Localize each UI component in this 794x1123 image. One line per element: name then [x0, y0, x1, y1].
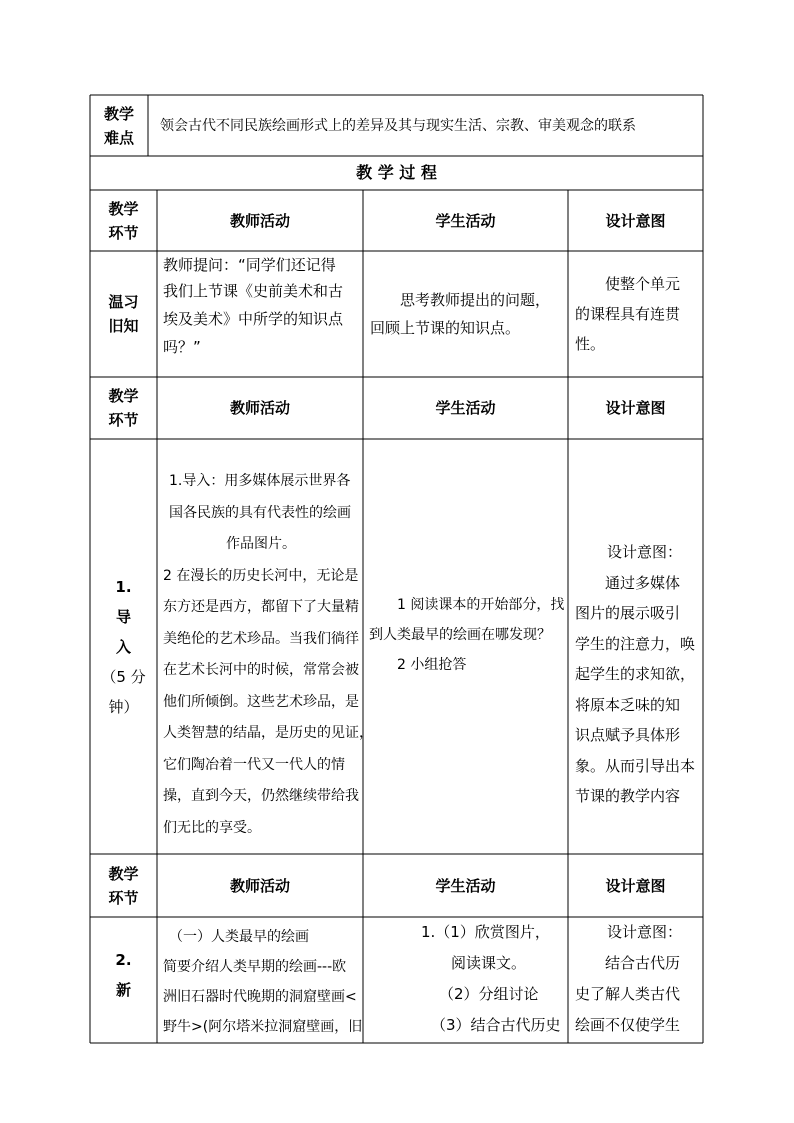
header-intent — [568, 854, 703, 917]
review-intent-line: 的课程具有连贯 — [575, 305, 681, 323]
new-lesson-student-line: （2）分组讨论 — [439, 985, 539, 1003]
header-student — [363, 377, 568, 439]
intro-intent-line: 起学生的求知欲， — [575, 665, 696, 683]
intro-teacher-line: 作品图片。 — [226, 536, 296, 552]
header-stage-line: 教学 — [108, 199, 139, 218]
review-teacher — [163, 253, 361, 375]
review-student — [370, 251, 566, 377]
header-intent-text: 设计意图 — [605, 399, 666, 417]
new-lesson-stage-line: 新 — [115, 981, 131, 999]
intro-teacher-line: 1.导入：用多媒体展示世界各 — [169, 473, 351, 489]
new-lesson-student — [369, 917, 566, 1042]
review-stage-line: 旧知 — [108, 317, 139, 335]
header-intent-text: 设计意图 — [605, 211, 666, 230]
header-intent — [568, 377, 703, 439]
header-stage-line: 环节 — [108, 411, 139, 429]
new-lesson-intent-line: 设计意图： — [607, 923, 683, 941]
header-student-text: 学生活动 — [435, 399, 496, 417]
intro-intent-line: 通过多媒体 — [605, 573, 681, 592]
intro-intent — [575, 537, 701, 827]
header-stage — [90, 377, 157, 439]
header-stage-line: 环节 — [108, 888, 139, 907]
intro-teacher-line: 们无比的享受。 — [163, 819, 261, 836]
header-stage — [90, 854, 157, 917]
intro-stage-line: 导 — [115, 607, 131, 626]
header-teacher — [157, 854, 363, 917]
intro-intent-line: 图片的展示吸引 — [575, 604, 681, 622]
new-lesson-intent-line: 绘画不仅使学生 — [575, 1016, 681, 1034]
new-lesson-stage-line: 2. — [115, 951, 132, 969]
new-lesson-student-line: 1.（1）欣赏图片， — [421, 923, 550, 941]
header-student — [363, 190, 568, 251]
review-teacher-line: 吗？” — [163, 338, 201, 356]
new-lesson-teacher-line: 洲旧石器时代晚期的洞窟壁画< — [163, 989, 357, 1005]
intro-teacher-line: 人类智慧的结晶，是历史的见证， — [163, 725, 373, 741]
new-lesson-teacher — [163, 922, 361, 1042]
review-student-line: 思考教师提出的问题， — [400, 291, 551, 309]
new-lesson-student-line: 阅读课文。 — [451, 954, 527, 972]
intro-teacher-line: 它们陶冶着一代又一代人的情 — [163, 756, 345, 773]
intro-stage-line: 1. — [115, 577, 132, 596]
header-stage-line: 环节 — [108, 223, 139, 242]
header-intent — [568, 190, 703, 251]
intro-student-line: 到人类最早的绘画在哪发现？ — [369, 627, 551, 643]
intro-intent-line: 将原本乏味的知 — [575, 695, 681, 714]
new-lesson-intent-line: 史了解人类古代 — [575, 985, 681, 1003]
new-lesson-intent-line: 结合古代历 — [605, 954, 681, 972]
intro-intent-line: 设计意图： — [607, 543, 683, 561]
intro-stage-line: （5 分 — [101, 667, 146, 686]
difficulty-label-line: 教学 — [103, 104, 134, 123]
process-title-text: 教 学 过 程 — [356, 163, 437, 182]
intro-stage — [90, 439, 157, 854]
header-teacher — [157, 377, 363, 439]
header-teacher-text: 教师活动 — [229, 399, 290, 417]
intro-intent-line: 识点赋予具体形 — [575, 726, 681, 744]
intro-intent-line: 节课的教学内容 — [575, 787, 681, 805]
intro-student-line: 2 小组抢答 — [397, 657, 467, 673]
review-teacher-line: 教师提问：“同学们还记得 — [163, 256, 336, 274]
new-lesson-intent — [575, 917, 701, 1042]
intro-teacher-line: 美绝伦的艺术珍品。当我们徜徉 — [163, 630, 359, 647]
review-intent — [575, 251, 701, 377]
intro-stage-line: 钟） — [108, 697, 139, 716]
difficulty-text — [160, 95, 700, 156]
header-student-text: 学生活动 — [435, 211, 496, 230]
intro-student — [369, 590, 566, 680]
intro-intent-line: 象。从而引导出本 — [575, 756, 696, 775]
review-stage — [90, 251, 157, 377]
intro-teacher-line: 东方还是西方，都留下了大量精 — [163, 599, 359, 615]
difficulty-label — [90, 95, 148, 156]
header-student — [363, 854, 568, 917]
intro-stage-line: 入 — [115, 637, 131, 656]
review-student-line: 回顾上节课的知识点。 — [370, 319, 521, 337]
intro-teacher — [163, 466, 373, 836]
review-teacher-line: 我们上节课《史前美术和古 — [163, 282, 344, 300]
header-stage — [90, 190, 157, 251]
intro-intent-line: 学生的注意力，唤 — [575, 634, 696, 653]
review-intent-line: 性。 — [575, 335, 606, 353]
difficulty-text-value: 领会古代不同民族绘画形式上的差异及其与现实生活、宗教、审美观念的联系 — [160, 117, 636, 134]
header-student-text: 学生活动 — [435, 876, 496, 895]
new-lesson-teacher-line: 野牛>(阿尔塔米拉洞窟壁画，旧 — [163, 1019, 363, 1035]
new-lesson-student-line: （3）结合古代历史 — [431, 1016, 561, 1034]
header-teacher-text: 教师活动 — [229, 211, 290, 230]
difficulty-label-line: 难点 — [103, 128, 134, 147]
header-intent-text: 设计意图 — [605, 876, 666, 895]
intro-teacher-line: 操，直到今天，仍然继续带给我 — [163, 788, 359, 804]
intro-student-line: 1 阅读课本的开始部分，找 — [397, 597, 565, 613]
process-title — [90, 156, 703, 190]
review-stage-line: 温习 — [108, 293, 139, 311]
header-stage-line: 教学 — [108, 864, 139, 883]
intro-teacher-line: 2 在漫长的历史长河中，无论是 — [163, 567, 359, 584]
intro-teacher-line: 国各民族的具有代表性的绘画 — [169, 504, 351, 521]
new-lesson-stage — [90, 945, 157, 1009]
new-lesson-teacher-line: 简要介绍人类早期的绘画---欧 — [163, 959, 347, 975]
header-teacher-text: 教师活动 — [229, 876, 290, 895]
intro-teacher-line: 他们所倾倒。这些艺术珍品，是 — [163, 693, 359, 710]
intro-teacher-line: 在艺术长河中的时候，常常会被 — [163, 662, 359, 678]
header-teacher — [157, 190, 363, 251]
review-intent-line: 使整个单元 — [605, 275, 681, 293]
new-lesson-teacher-line: （一）人类最早的绘画 — [169, 929, 309, 945]
review-teacher-line: 埃及美术》中所学的知识点 — [163, 310, 344, 328]
header-stage-line: 教学 — [108, 387, 139, 405]
